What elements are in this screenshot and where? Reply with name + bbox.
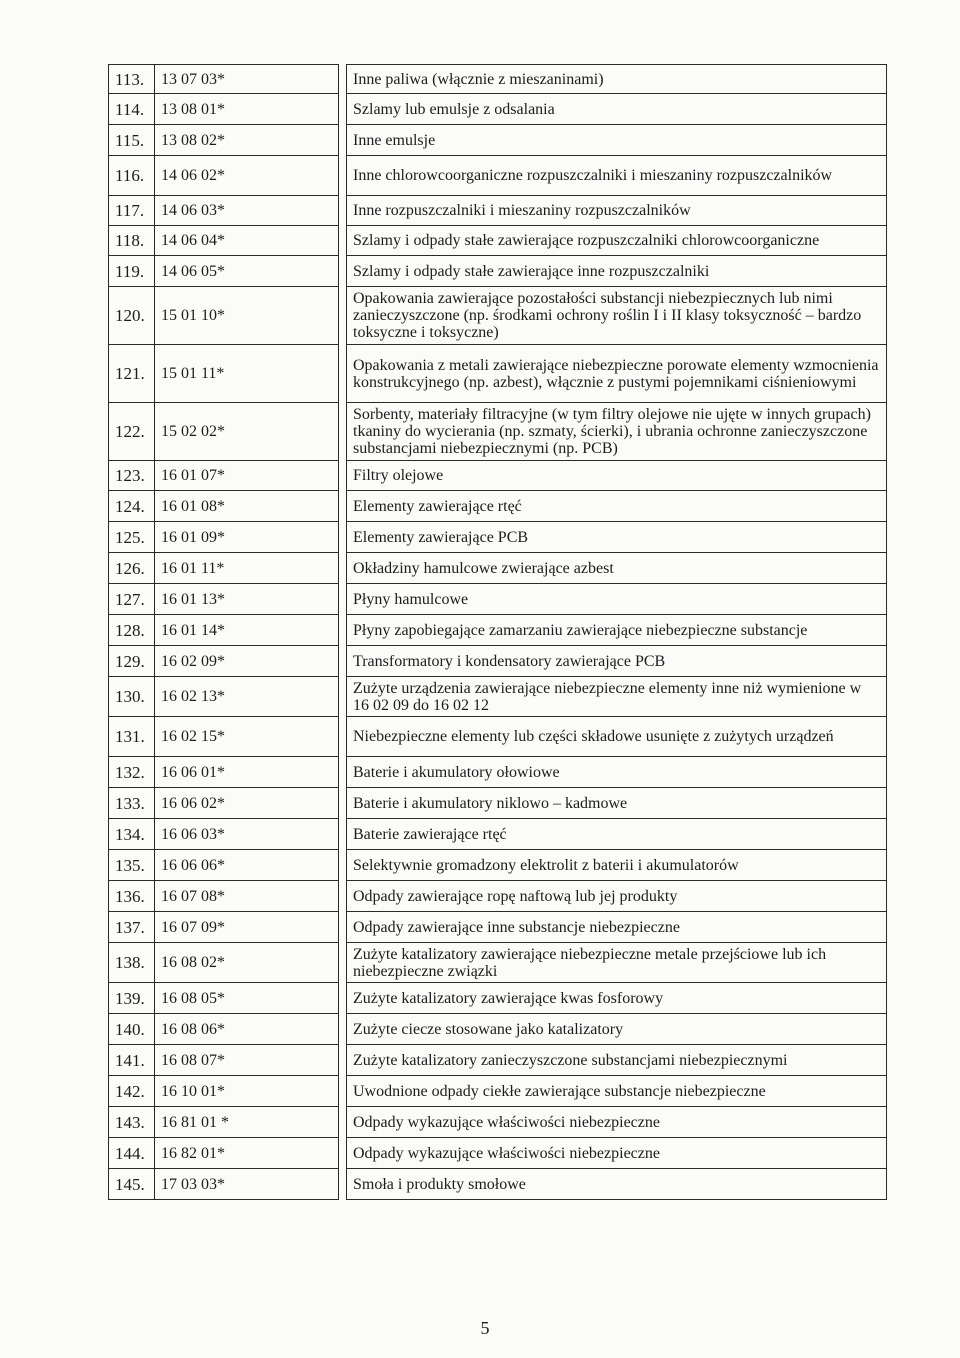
row-number: 142.: [109, 1076, 155, 1107]
column-gap: [339, 1169, 347, 1200]
column-gap: [339, 287, 347, 345]
table-row: [109, 125, 887, 156]
waste-description: Szlamy i odpady stałe zawierające inne rozpuszczalniki: [347, 256, 887, 287]
table-row: [109, 287, 887, 345]
column-gap: [339, 615, 347, 646]
table-row: [109, 196, 887, 226]
column-gap: [339, 677, 347, 717]
waste-code: 16 10 01*: [155, 1076, 339, 1107]
waste-code: 16 02 13*: [155, 677, 339, 717]
column-gap: [339, 94, 347, 125]
waste-description: Szlamy i odpady stałe zawierające rozpuszczalniki chlorowcoorganiczne: [347, 226, 887, 256]
column-gap: [339, 584, 347, 615]
waste-description: Transformatory i kondensatory zawierające PCB: [347, 646, 887, 677]
table-row: [109, 1107, 887, 1138]
column-gap: [339, 1014, 347, 1045]
row-number: 130.: [109, 677, 155, 717]
waste-code: 14 06 02*: [155, 156, 339, 196]
waste-description: Baterie i akumulatory niklowo – kadmowe: [347, 788, 887, 819]
waste-description: Uwodnione odpady ciekłe zawierające substancje niebezpieczne: [347, 1076, 887, 1107]
waste-description: Płyny zapobiegające zamarzaniu zawierające niebezpieczne substancje: [347, 615, 887, 646]
column-gap: [339, 788, 347, 819]
waste-code: 16 01 14*: [155, 615, 339, 646]
waste-code: 16 01 07*: [155, 461, 339, 491]
waste-description: Zużyte katalizatory zanieczyszczone substancjami niebezpiecznymi: [347, 1045, 887, 1076]
table-row: [109, 256, 887, 287]
waste-description: Niebezpieczne elementy lub części składowe usunięte z zużytych urządzeń: [347, 717, 887, 757]
table-row: [109, 881, 887, 912]
column-gap: [339, 983, 347, 1014]
column-gap: [339, 553, 347, 584]
table-row: [109, 1138, 887, 1169]
table-row: [109, 1045, 887, 1076]
column-gap: [339, 943, 347, 983]
waste-code: 16 08 05*: [155, 983, 339, 1014]
waste-description: Inne emulsje: [347, 125, 887, 156]
table-row: [109, 584, 887, 615]
row-number: 121.: [109, 345, 155, 403]
row-number: 127.: [109, 584, 155, 615]
row-number: 115.: [109, 125, 155, 156]
waste-description: Inne paliwa (włącznie z mieszaninami): [347, 65, 887, 94]
waste-description: Zużyte urządzenia zawierające niebezpieczne elementy inne niż wymienione w 16 02 09 do 16 02 12: [347, 677, 887, 717]
waste-code: 15 01 11*: [155, 345, 339, 403]
table-body: [109, 65, 887, 1200]
waste-description: Selektywnie gromadzony elektrolit z baterii i akumulatorów: [347, 850, 887, 881]
column-gap: [339, 196, 347, 226]
column-gap: [339, 125, 347, 156]
waste-description: Odpady zawierające inne substancje niebezpieczne: [347, 912, 887, 943]
waste-code: 17 03 03*: [155, 1169, 339, 1200]
column-gap: [339, 757, 347, 788]
column-gap: [339, 1045, 347, 1076]
table-row: [109, 1014, 887, 1045]
table-row: [109, 403, 887, 461]
row-number: 131.: [109, 717, 155, 757]
row-number: 122.: [109, 403, 155, 461]
waste-code: 16 82 01*: [155, 1138, 339, 1169]
column-gap: [339, 646, 347, 677]
column-gap: [339, 717, 347, 757]
waste-code: 14 06 05*: [155, 256, 339, 287]
row-number: 141.: [109, 1045, 155, 1076]
waste-code: 16 08 07*: [155, 1045, 339, 1076]
waste-code: 16 06 01*: [155, 757, 339, 788]
waste-description: Inne chlorowcoorganiczne rozpuszczalniki i mieszaniny rozpuszczalników: [347, 156, 887, 196]
waste-code: 16 08 06*: [155, 1014, 339, 1045]
waste-description: Baterie zawierające rtęć: [347, 819, 887, 850]
table-row: [109, 788, 887, 819]
waste-code: 15 02 02*: [155, 403, 339, 461]
table-row: [109, 1076, 887, 1107]
waste-code: 16 06 06*: [155, 850, 339, 881]
column-gap: [339, 491, 347, 522]
waste-description: Opakowania zawierające pozostałości substancji niebezpiecznych lub nimi zanieczyszczone (np. środkami ochrony roślin I i II klasy toksyczność – bardzo toksyczne i toksyczne): [347, 287, 887, 345]
row-number: 117.: [109, 196, 155, 226]
row-number: 124.: [109, 491, 155, 522]
row-number: 133.: [109, 788, 155, 819]
table-row: [109, 491, 887, 522]
row-number: 119.: [109, 256, 155, 287]
table-row: [109, 345, 887, 403]
row-number: 123.: [109, 461, 155, 491]
table-row: [109, 553, 887, 584]
table-row: [109, 226, 887, 256]
row-number: 132.: [109, 757, 155, 788]
waste-description: Elementy zawierające PCB: [347, 522, 887, 553]
row-number: 120.: [109, 287, 155, 345]
table-row: [109, 615, 887, 646]
table-row: [109, 677, 887, 717]
column-gap: [339, 65, 347, 94]
waste-code: 16 02 09*: [155, 646, 339, 677]
table-row: [109, 850, 887, 881]
column-gap: [339, 1138, 347, 1169]
row-number: 113.: [109, 65, 155, 94]
column-gap: [339, 1076, 347, 1107]
waste-description: Smoła i produkty smołowe: [347, 1169, 887, 1200]
waste-description: Filtry olejowe: [347, 461, 887, 491]
waste-code: 15 01 10*: [155, 287, 339, 345]
row-number: 118.: [109, 226, 155, 256]
waste-code: 14 06 03*: [155, 196, 339, 226]
table-row: [109, 646, 887, 677]
waste-description: Płyny hamulcowe: [347, 584, 887, 615]
row-number: 128.: [109, 615, 155, 646]
row-number: 139.: [109, 983, 155, 1014]
row-number: 140.: [109, 1014, 155, 1045]
waste-description: Okładziny hamulcowe zwierające azbest: [347, 553, 887, 584]
column-gap: [339, 819, 347, 850]
table-row: [109, 757, 887, 788]
column-gap: [339, 1107, 347, 1138]
row-number: 129.: [109, 646, 155, 677]
waste-code: 13 08 02*: [155, 125, 339, 156]
table-row: [109, 522, 887, 553]
table-row: [109, 819, 887, 850]
waste-code: 16 07 08*: [155, 881, 339, 912]
column-gap: [339, 461, 347, 491]
row-number: 144.: [109, 1138, 155, 1169]
row-number: 136.: [109, 881, 155, 912]
page-number: 5: [480, 1318, 490, 1338]
waste-description: Opakowania z metali zawierające niebezpieczne porowate elementy wzmocnienia konstrukcyjnego (np. azbest), włącznie z pustymi pojemnikami ciśnieniowymi: [347, 345, 887, 403]
waste-description: Sorbenty, materiały filtracyjne (w tym filtry olejowe nie ujęte w innych grupach) tkaniny do wycierania (np. szmaty, ścierki), i ubrania ochronne zanieczyszczone substancjami niebezpiecznymi (np. PCB): [347, 403, 887, 461]
table-row: [109, 461, 887, 491]
table-row: [109, 983, 887, 1014]
row-number: 114.: [109, 94, 155, 125]
waste-code: 16 01 13*: [155, 584, 339, 615]
waste-code: 13 08 01*: [155, 94, 339, 125]
waste-code: 13 07 03*: [155, 65, 339, 94]
row-number: 134.: [109, 819, 155, 850]
waste-description: Inne rozpuszczalniki i mieszaniny rozpuszczalników: [347, 196, 887, 226]
waste-description: Odpady zawierające ropę naftową lub jej produkty: [347, 881, 887, 912]
row-number: 135.: [109, 850, 155, 881]
waste-code: 16 07 09*: [155, 912, 339, 943]
row-number: 137.: [109, 912, 155, 943]
waste-code: 16 01 11*: [155, 553, 339, 584]
column-gap: [339, 226, 347, 256]
waste-description: Szlamy lub emulsje z odsalania: [347, 94, 887, 125]
waste-code: 14 06 04*: [155, 226, 339, 256]
waste-code: 16 06 02*: [155, 788, 339, 819]
waste-code: 16 01 08*: [155, 491, 339, 522]
table-row: [109, 1169, 887, 1200]
waste-code: 16 01 09*: [155, 522, 339, 553]
table-row: [109, 65, 887, 94]
waste-description: Odpady wykazujące właściwości niebezpieczne: [347, 1107, 887, 1138]
row-number: 138.: [109, 943, 155, 983]
row-number: 126.: [109, 553, 155, 584]
waste-description: Zużyte ciecze stosowane jako katalizatory: [347, 1014, 887, 1045]
waste-code: 16 08 02*: [155, 943, 339, 983]
table-row: [109, 94, 887, 125]
column-gap: [339, 881, 347, 912]
waste-description: Zużyte katalizatory zawierające kwas fosforowy: [347, 983, 887, 1014]
waste-code: 16 06 03*: [155, 819, 339, 850]
column-gap: [339, 912, 347, 943]
row-number: 125.: [109, 522, 155, 553]
column-gap: [339, 522, 347, 553]
column-gap: [339, 403, 347, 461]
row-number: 145.: [109, 1169, 155, 1200]
table-row: [109, 912, 887, 943]
column-gap: [339, 345, 347, 403]
waste-code: 16 02 15*: [155, 717, 339, 757]
waste-code: 16 81 01 *: [155, 1107, 339, 1138]
table-row: [109, 943, 887, 983]
column-gap: [339, 850, 347, 881]
row-number: 143.: [109, 1107, 155, 1138]
waste-description: Odpady wykazujące właściwości niebezpieczne: [347, 1138, 887, 1169]
row-number: 116.: [109, 156, 155, 196]
waste-description: Zużyte katalizatory zawierające niebezpieczne metale przejściowe lub ich niebezpieczne związki: [347, 943, 887, 983]
waste-codes-table: [108, 64, 887, 1200]
table-row: [109, 717, 887, 757]
table-row: [109, 156, 887, 196]
waste-description: Baterie i akumulatory ołowiowe: [347, 757, 887, 788]
column-gap: [339, 256, 347, 287]
column-gap: [339, 156, 347, 196]
waste-description: Elementy zawierające rtęć: [347, 491, 887, 522]
